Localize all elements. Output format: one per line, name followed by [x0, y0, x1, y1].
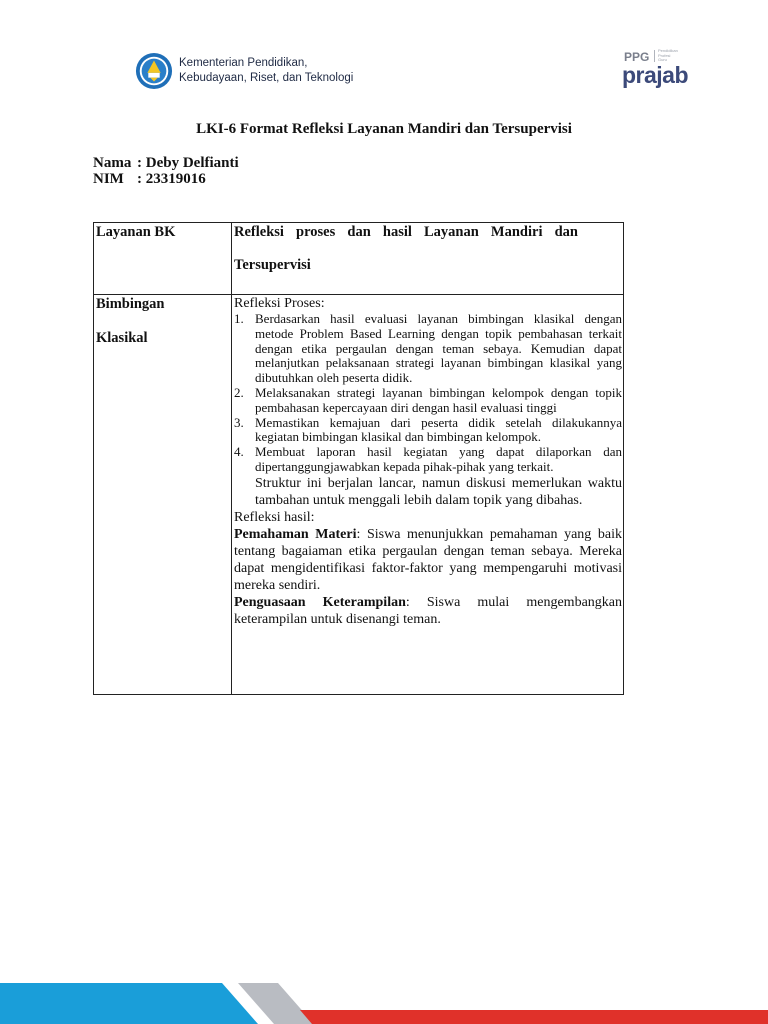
list-item — [234, 312, 622, 386]
list-item-text: Memastikan kemajuan dari peserta didik setelah dilakukannya kegiatan bimbingan klasikal dan bimbingan kelompok. — [255, 414, 622, 445]
col2-header-line1 — [234, 224, 578, 241]
result-paragraph-text: : Siswa mulai mengembangkan keterampilan untuk disenangi teman. — [234, 594, 622, 627]
table-header-row — [94, 223, 624, 295]
nim-row — [93, 171, 206, 188]
table-row — [94, 295, 624, 695]
logo-divider — [654, 50, 655, 62]
document-title: LKI-6 Format Refleksi Layanan Mandiri dan Tersupervisi — [196, 121, 572, 137]
result-heading: Refleksi hasil: — [234, 509, 315, 525]
col2-header-word: proses — [296, 224, 336, 240]
footer-red-band — [300, 1010, 768, 1024]
list-item-number: 2. — [234, 384, 244, 400]
col2-header-word: hasil — [382, 224, 412, 240]
result-paragraph-label: Penguasaan Keterampilan — [234, 594, 406, 610]
prajab-label: prajab — [622, 62, 689, 88]
nim-label: NIM — [93, 171, 124, 187]
col2-header-word: Layanan — [424, 224, 479, 240]
name-label: Nama — [93, 155, 132, 171]
ministry-name — [179, 56, 353, 86]
col2-header-line2: Tersupervisi — [234, 257, 311, 273]
category-line1: Bimbingan — [96, 296, 165, 312]
list-item-text: Membuat laporan hasil kegiatan yang dapat dilaporkan dan dipertanggungjawabkan kepada pihak-pihak yang terkait. — [255, 444, 622, 474]
tut-wuri-handayani-emblem-icon — [135, 52, 173, 90]
footer-blue-band — [0, 983, 258, 1024]
ministry-line1: Kementerian Pendidikan, — [179, 57, 308, 69]
list-item-text: Berdasarkan hasil evaluasi layanan bimbingan klasikal dengan metode Problem Based Learning dengan topik pembahasan terkait dengan etika pergaulan dengan teman sebaya. Kemudian dapat melanjutkan pelaksanaan strategi layanan bimbingan klasikal yang dibutuhkan oleh peserta didik. — [255, 311, 622, 386]
list-item — [234, 416, 622, 446]
result-paragraph-text: : Siswa menunjukkan pemahaman yang baik tentang bagaiaman etika pergaulan dengan teman sebaya. Mereka dapat mengidentifikasi faktor-faktor yang mempengaruhi motivasi mereka sendiri. — [234, 526, 622, 593]
name-value: : Deby Delfianti — [137, 155, 239, 171]
list-item — [234, 445, 622, 509]
process-list — [234, 312, 622, 509]
reflection-table — [93, 222, 624, 695]
col1-header: Layanan BK — [96, 224, 176, 240]
category-line2: Klasikal — [96, 330, 148, 346]
list-item-number: 3. — [234, 414, 244, 430]
ministry-logo — [135, 52, 353, 90]
result-paragraphs — [234, 526, 622, 628]
list-item — [234, 386, 622, 416]
col2-header-word: Mandiri — [490, 224, 543, 240]
header-cell-reflection — [232, 223, 624, 295]
result-paragraph — [234, 594, 622, 628]
category-cell — [94, 295, 232, 695]
col2-header-word: Refleksi — [234, 224, 284, 240]
result-paragraph-label: Pemahaman Materi — [234, 526, 357, 542]
ppg-prajab-logo — [620, 46, 700, 96]
process-heading: Refleksi Proses: — [234, 296, 325, 311]
header-cell-service — [94, 223, 232, 295]
ppg-tagline: Pendidikan Profesi Guru — [658, 48, 678, 62]
name-row — [93, 155, 239, 172]
list-item-extra-text: Struktur ini berjalan lancar, namun diskusi memerlukan waktu tambahan untuk menggali lebih dalam topik yang dibahas. — [255, 475, 622, 508]
list-item-number: 1. — [234, 311, 244, 326]
ministry-line2: Kebudayaan, Riset, dan Teknologi — [179, 72, 354, 84]
reflection-content-cell — [232, 295, 624, 695]
col2-header-word: dan — [554, 224, 578, 240]
nim-value: : 23319016 — [137, 171, 206, 187]
col2-header-word: dan — [347, 224, 371, 240]
list-item-number: 4. — [234, 444, 244, 460]
list-item-text: Melaksanakan strategi layanan bimbingan kelompok dengan topik pembahasan kepercayaan diri dengan hasil evaluasi tinggi — [255, 384, 622, 415]
result-paragraph — [234, 526, 622, 594]
ppg-label: PPG — [624, 50, 650, 64]
footer-decoration — [0, 983, 768, 1024]
